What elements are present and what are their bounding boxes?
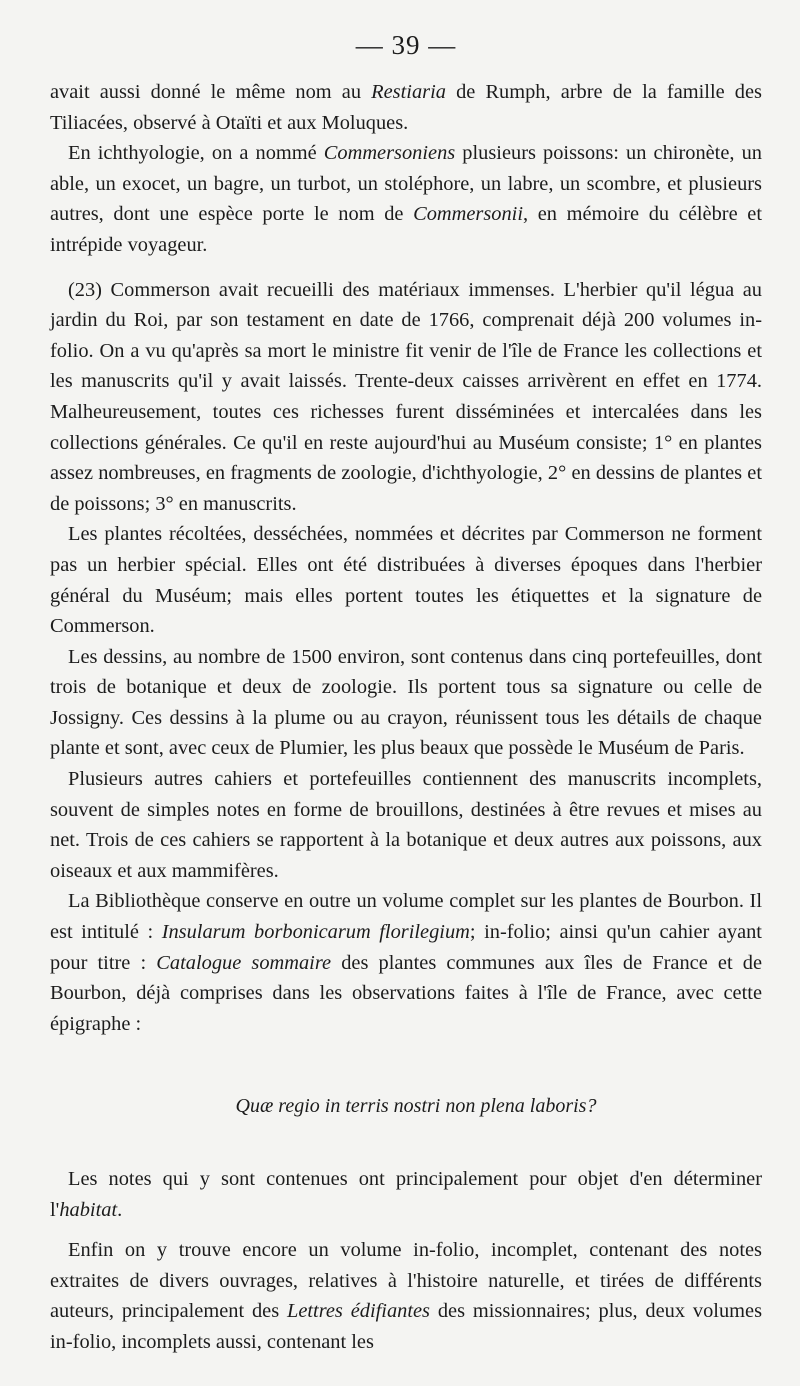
italic-term: Restiaria [371,81,446,103]
text-run: des missionnaires; plus, deux volumes in-folio, incomplets aussi, contenant les [50,1300,763,1353]
text-run: , en mémoire du célèbre et intrépide voyageur. [50,203,762,256]
paragraph-ichthyologie [50,138,762,260]
text-run: ; in-folio; ainsi qu'un cahier ayant pour titre : [50,921,762,974]
note-separator [50,261,762,275]
text-run: des plantes communes aux îles de France et de Bourbon, déjà comprises dans les observations faites à l'île de France, avec cette épigraphe : [50,951,762,1035]
paragraph-gap [50,1225,762,1235]
paragraph-bibliotheque [50,886,762,1039]
text-run: Les notes qui y sont contenues ont principalement pour objet d'en déterminer l' [50,1168,762,1221]
italic-term: Commersoniens [323,142,456,165]
paragraph-restiaria [50,77,762,138]
text-run: La Bibliothèque conserve en outre un volume complet sur les plantes de Bourbon. Il est intitulé : [50,890,762,944]
italic-title: Lettres édifiantes [286,1300,430,1323]
italic-term: habitat [59,1198,118,1221]
page-number: — 39 — [355,30,457,60]
text-run: plusieurs poissons: un chironète, un able, un exocet, un bagre, un turbot, un stoléphore, un labre, un scombre, et plusieurs autres, dont une espèce porte le nom de [50,142,762,226]
text-run: En ichthyologie, on a nommé [68,142,324,165]
text-run: Enfin on y trouve encore un volume in-folio, incomplet, contenant des notes extraites de divers ouvrages, relatives à l'histoire naturelle, et tirées de différents auteurs, principalement des [50,1239,762,1323]
note-23-paragraph: (23) Commerson avait recueilli des matériaux immenses. L'herbier qu'il légua au jardin du Roi, par son testament en date de 1766, comprenait déjà 200 volumes in-folio. On a vu qu'après sa mort le ministre fit venir de l'île de France les collections et les manuscrits qu'il y avait laissés. Trente-deux caisses arrivèrent en effet en 1774. Malheureusement, toutes ces richesses furent disséminées et intercalées dans les collections générales. Ce qu'il en reste aujourd'hui au Muséum consiste; 1° en plantes assez nombreuses, en fragments de zoologie, d'ichthyologie, 2° en dessins de plantes et de poissons; 3° en manuscrits. [50,278,762,515]
text-run: avait aussi donné le même nom au [50,81,372,103]
italic-term: Commersonii [413,203,523,226]
epigraph: Quæ regio in terris nostri non plena laboris? [235,1095,597,1118]
paragraph-cahiers: Plusieurs autres cahiers et portefeuilles contiennent des manuscrits incomplets, souvent de simples notes en forme de brouillons, destinées à être revues et mises au net. Trois de ces cahiers se rapportent à la botanique et deux autres aux poissons, aux oiseaux et aux mammifères. [50,768,762,882]
italic-title: Catalogue sommaire [156,951,332,974]
italic-title: Insularum borbonicarum florilegium [161,921,470,944]
paragraph-notes [50,1164,762,1225]
text-run: . [117,1198,123,1221]
paragraph-enfin [50,1235,762,1357]
text-run: de Rumph, arbre de la famille des Tiliacées, observé à Otaïti et aux Moluques. [50,81,762,134]
body-text [50,77,762,1358]
paragraph-dessins: Les dessins, au nombre de 1500 environ, sont contenus dans cinq portefeuilles, dont trois de botanique et deux de zoologie. Ils portent tous sa signature ou celle de Jossigny. Ces dessins à la plume ou au crayon, réunissent tous les détails de chaque plante et sont, avec ceux de Plumier, les plus beaux que possède le Muséum de Paris. [50,645,762,760]
paragraph-plantes: Les plantes récoltées, desséchées, nommées et décrites par Commerson ne forment pas un herbier spécial. Elles ont été distribuées à diverses époques dans l'herbier général du Muséum; mais elles portent toutes les étiquettes et la signature de Commerson. [50,523,762,638]
